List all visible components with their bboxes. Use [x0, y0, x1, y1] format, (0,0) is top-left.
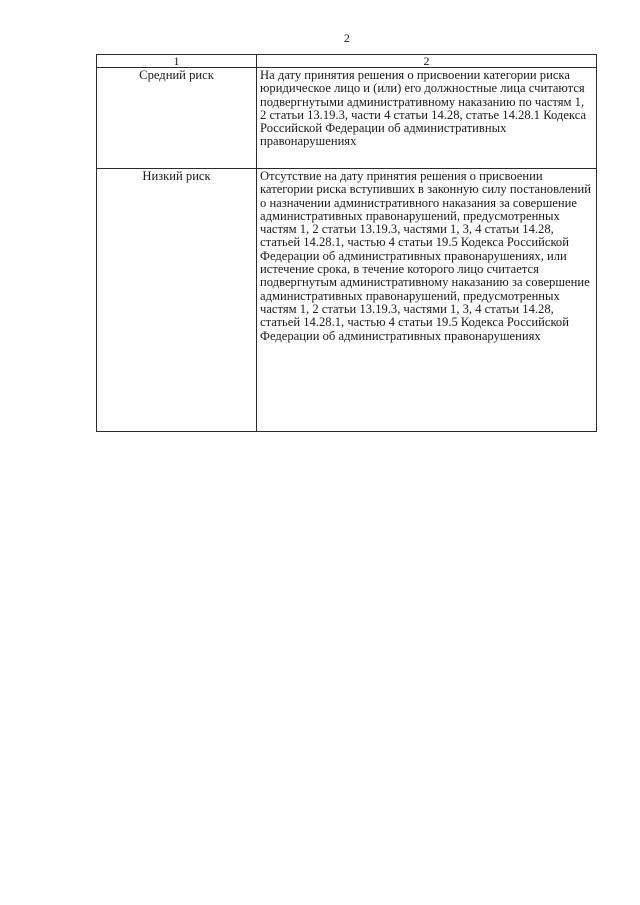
risk-level-cell: Средний риск — [97, 68, 257, 169]
risk-level-cell: Низкий риск — [97, 169, 257, 432]
table-row-low-risk — [97, 169, 597, 432]
table-row-medium-risk — [97, 68, 597, 169]
page-number: 2 — [343, 31, 351, 45]
table-header-row — [97, 55, 597, 68]
risk-category-table — [96, 54, 597, 432]
column-header-1: 1 — [97, 55, 257, 68]
column-header-2: 2 — [257, 55, 597, 68]
risk-criteria-cell: На дату принятия решения о присвоении категории риска юридическое лицо и (или) его должностные лица считаются подвергнутыми административному наказанию по частям 1, 2 статьи 13.19.3, части 4 статьи 14.28, статье 14.28.1 Кодекса Российской Федерации об административных правонарушениях — [257, 68, 597, 169]
risk-criteria-cell: Отсутствие на дату принятия решения о присвоении категории риска вступивших в законную силу постановлений о назначении административного наказания за совершение административных правонарушений, предусмотренных частям 1, 2 статьи 13.19.3, частями 1, 3, 4 статьи 14.28, статьей 14.28.1, частью 4 статьи 19.5 Кодекса Российской Федерации об административных правонарушениях, или истечение срока, в течение которого лицо считается подвергнутым административному наказанию за совершение административных правонарушений, предусмотренных частям 1, 2 статьи 13.19.3, частями 1, 3, 4 статьи 14.28, статьей 14.28.1, частью 4 статьи 19.5 Кодекса Российской Федерации об административных правонарушениях — [257, 169, 597, 432]
